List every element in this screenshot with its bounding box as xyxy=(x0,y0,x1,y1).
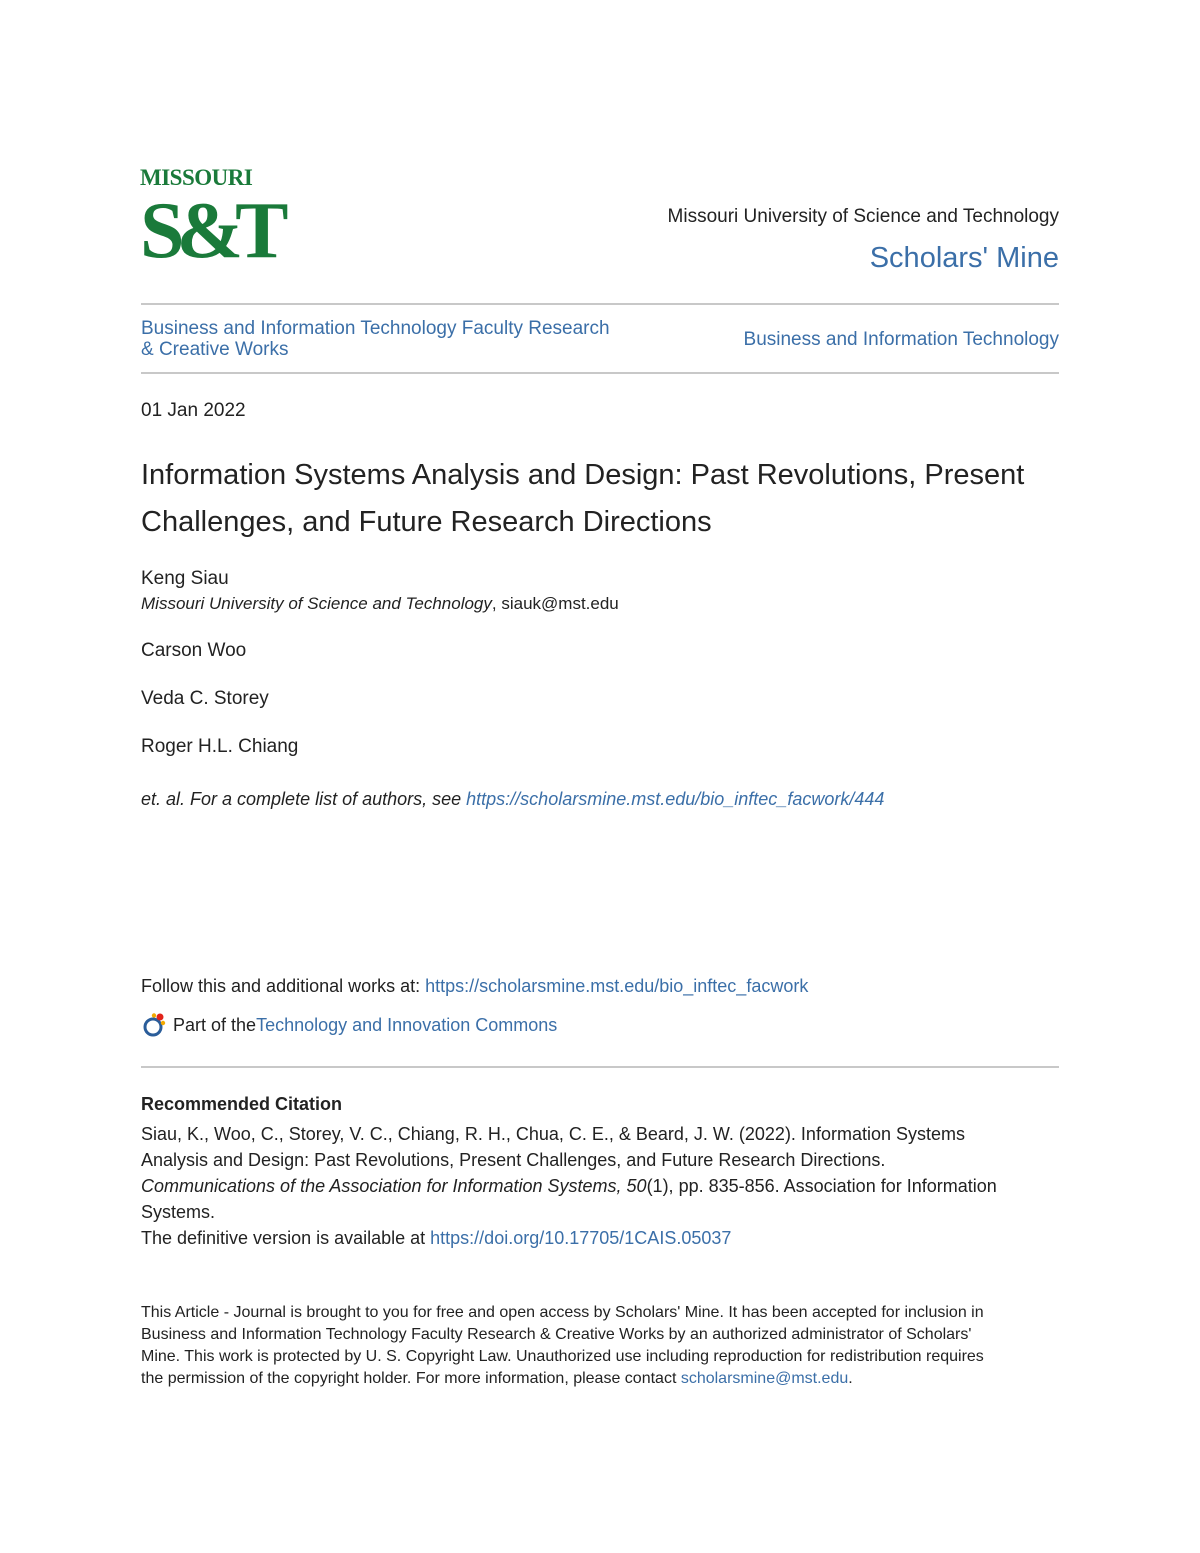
access-notice xyxy=(141,1302,991,1390)
divider xyxy=(141,372,1059,374)
author-email: siauk@mst.edu xyxy=(501,594,619,613)
citation-text xyxy=(141,1121,1011,1251)
part-of-commons xyxy=(141,1012,557,1038)
institution-name: Missouri University of Science and Technology xyxy=(667,206,1059,227)
notice-text: This Article - Journal is brought to you for free and open access by Scholars' Mine. It has been accepted for inclusion in Business and Information Technology Faculty Research & Creative Works by an authorized administrator of Scholars' Mine. This work is protected by U. S. Copyright Law. Unauthorized use including reproduction for redistribution requires the permission of the copyright holder. For more information, please contact xyxy=(141,1304,984,1387)
doi-label: The definitive version is available at xyxy=(141,1228,431,1248)
citation-issue: (1), pp. 835-856. Association for Information Systems. xyxy=(141,1176,997,1222)
doi-link[interactable]: https://doi.org/10.17705/1CAIS.05037 xyxy=(430,1228,732,1248)
more-authors-note xyxy=(141,789,884,810)
repository-link[interactable]: Scholars' Mine xyxy=(869,242,1059,274)
follow-label: Follow this and additional works at: xyxy=(141,976,426,996)
affiliation-separator: , xyxy=(491,594,497,613)
notice-end: . xyxy=(848,1370,853,1387)
logo-monogram: S&T xyxy=(140,187,281,275)
part-of-label: Part of the xyxy=(173,1014,257,1035)
follow-link[interactable]: https://scholarsmine.mst.edu/bio_inftec_facwork xyxy=(425,976,809,996)
author-name: Veda C. Storey xyxy=(141,688,269,709)
affiliation-name: Missouri University of Science and Technology xyxy=(141,594,492,613)
citation-authors-title: Siau, K., Woo, C., Storey, V. C., Chiang, R. H., Chua, C. E., & Beard, J. W. (2022). Information Systems Analysis and Design: Past Revolutions, Present Challenges, and Future Research Directions. xyxy=(141,1124,965,1170)
follow-works xyxy=(141,976,808,997)
author-affiliation xyxy=(141,594,619,614)
article-title: Information Systems Analysis and Design: Past Revolutions, Present Challenges, and Future Research Directions xyxy=(141,459,1025,538)
citation-heading: Recommended Citation xyxy=(141,1094,343,1114)
citation-journal: Communications of the Association for Information Systems, 50 xyxy=(141,1176,647,1196)
divider xyxy=(141,303,1059,305)
more-authors-link[interactable]: https://scholarsmine.mst.edu/bio_inftec_facwork/444 xyxy=(466,789,885,809)
series-link[interactable]: Business and Information Technology Faculty Research & Creative Works xyxy=(141,318,610,360)
author-name: Keng Siau xyxy=(141,568,229,589)
author-name: Carson Woo xyxy=(141,640,247,661)
contact-email-link[interactable]: scholarsmine@mst.edu xyxy=(680,1370,849,1387)
commons-link[interactable]: Technology and Innovation Commons xyxy=(256,1014,558,1035)
publication-date: 01 Jan 2022 xyxy=(141,400,246,421)
divider xyxy=(141,1066,1059,1068)
logo-wordmark: MISSOURI xyxy=(140,165,253,190)
network-commons-icon xyxy=(141,1012,167,1038)
author-name: Roger H.L. Chiang xyxy=(141,736,299,757)
more-authors-text: et. al. For a complete list of authors, see xyxy=(141,789,467,809)
department-link[interactable]: Business and Information Technology xyxy=(743,329,1059,350)
missouri-st-logo xyxy=(140,165,281,275)
